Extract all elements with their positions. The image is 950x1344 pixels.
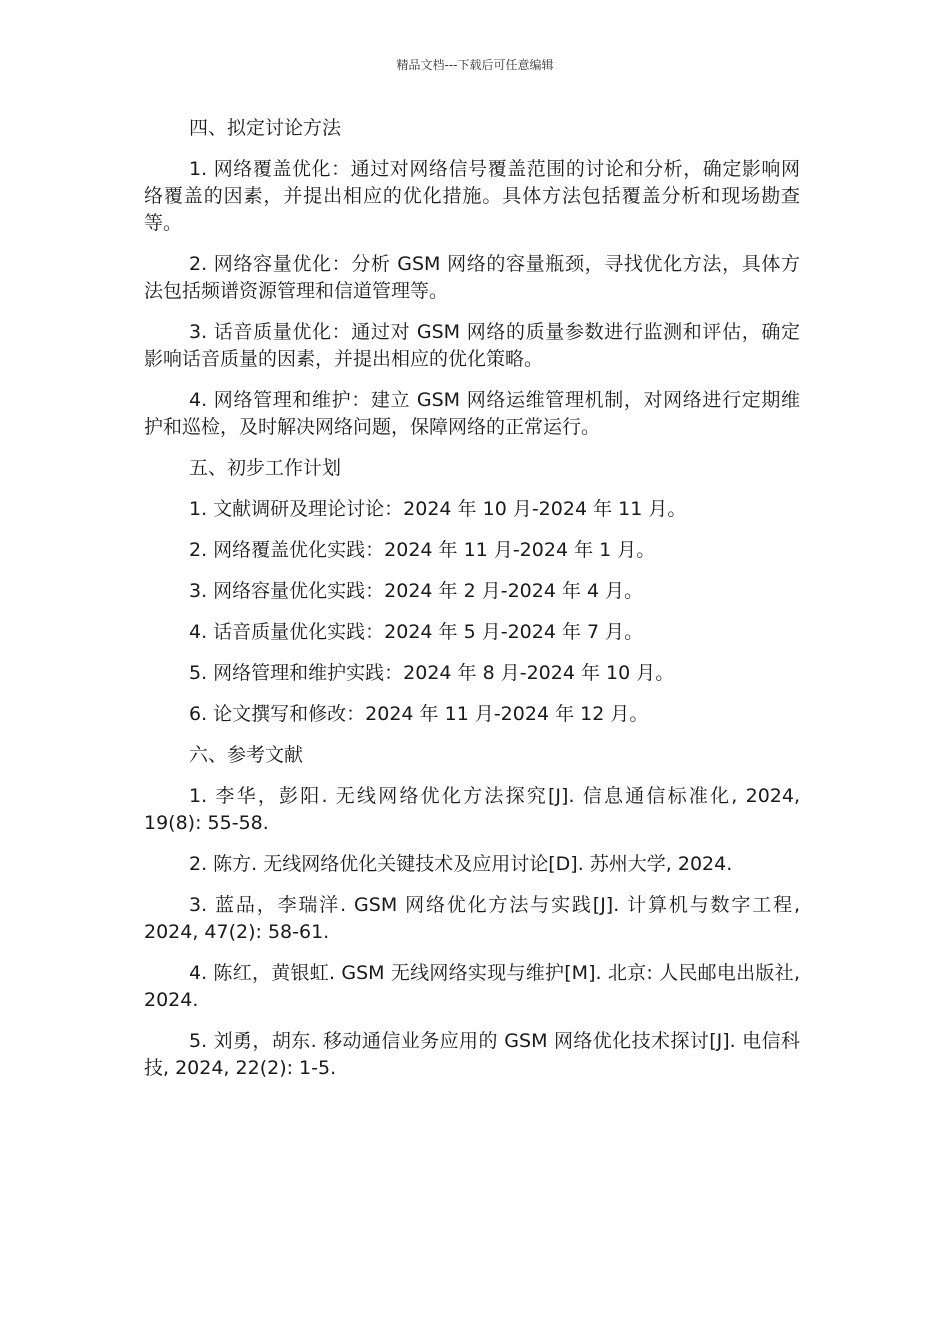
plan-item: 1. 文献调研及理论讨论：2024 年 10 月-2024 年 11 月。 bbox=[189, 498, 687, 520]
reference-item: 3. 蓝品，李瑞洋. GSM 网络优化方法与实践[J]. 计算机与数字工程, 2024, 47(2): 58-61. bbox=[144, 894, 800, 943]
plan-item: 6. 论文撰写和修改：2024 年 11 月-2024 年 12 月。 bbox=[189, 703, 649, 725]
section-heading: 五、初步工作计划 bbox=[189, 457, 342, 479]
section-heading: 四、拟定讨论方法 bbox=[189, 117, 342, 139]
reference-item: 2. 陈方. 无线网络优化关键技术及应用讨论[D]. 苏州大学, 2024. bbox=[189, 853, 733, 875]
reference-item: 4. 陈红，黄银虹. GSM 无线网络实现与维护[M]. 北京: 人民邮电出版社, 2024. bbox=[144, 962, 800, 1011]
plan-item: 3. 网络容量优化实践：2024 年 2 月-2024 年 4 月。 bbox=[189, 580, 644, 602]
reference-item: 5. 刘勇，胡东. 移动通信业务应用的 GSM 网络优化技术探讨[J]. 电信科技, 2024, 22(2): 1-5. bbox=[144, 1030, 800, 1079]
section-research-methods bbox=[144, 115, 800, 441]
page-header-note: 精品文档---下载后可任意编辑 bbox=[396, 58, 554, 72]
method-item: 1. 网络覆盖优化：通过对网络信号覆盖范围的讨论和分析，确定影响网络覆盖的因素，并提出相应的优化措施。具体方法包括覆盖分析和现场勘查等。 bbox=[144, 158, 800, 234]
reference-item: 1. 李华，彭阳. 无线网络优化方法探究[J]. 信息通信标准化, 2024, 19(8): 55-58. bbox=[144, 785, 800, 834]
plan-item: 4. 话音质量优化实践：2024 年 5 月-2024 年 7 月。 bbox=[189, 621, 644, 643]
plan-item: 5. 网络管理和维护实践：2024 年 8 月-2024 年 10 月。 bbox=[189, 662, 675, 684]
method-item: 4. 网络管理和维护：建立 GSM 网络运维管理机制，对网络进行定期维护和巡检，及时解决网络问题，保障网络的正常运行。 bbox=[144, 389, 800, 438]
section-work-plan bbox=[144, 455, 800, 728]
plan-item: 2. 网络覆盖优化实践：2024 年 11 月-2024 年 1 月。 bbox=[189, 539, 656, 561]
document-body bbox=[144, 115, 800, 1096]
section-references bbox=[144, 742, 800, 1082]
method-item: 3. 话音质量优化：通过对 GSM 网络的质量参数进行监测和评估，确定影响话音质量的因素，并提出相应的优化策略。 bbox=[144, 321, 800, 370]
method-item: 2. 网络容量优化：分析 GSM 网络的容量瓶颈，寻找优化方法，具体方法包括频谱资源管理和信道管理等。 bbox=[144, 253, 800, 302]
section-heading: 六、参考文献 bbox=[189, 744, 304, 766]
